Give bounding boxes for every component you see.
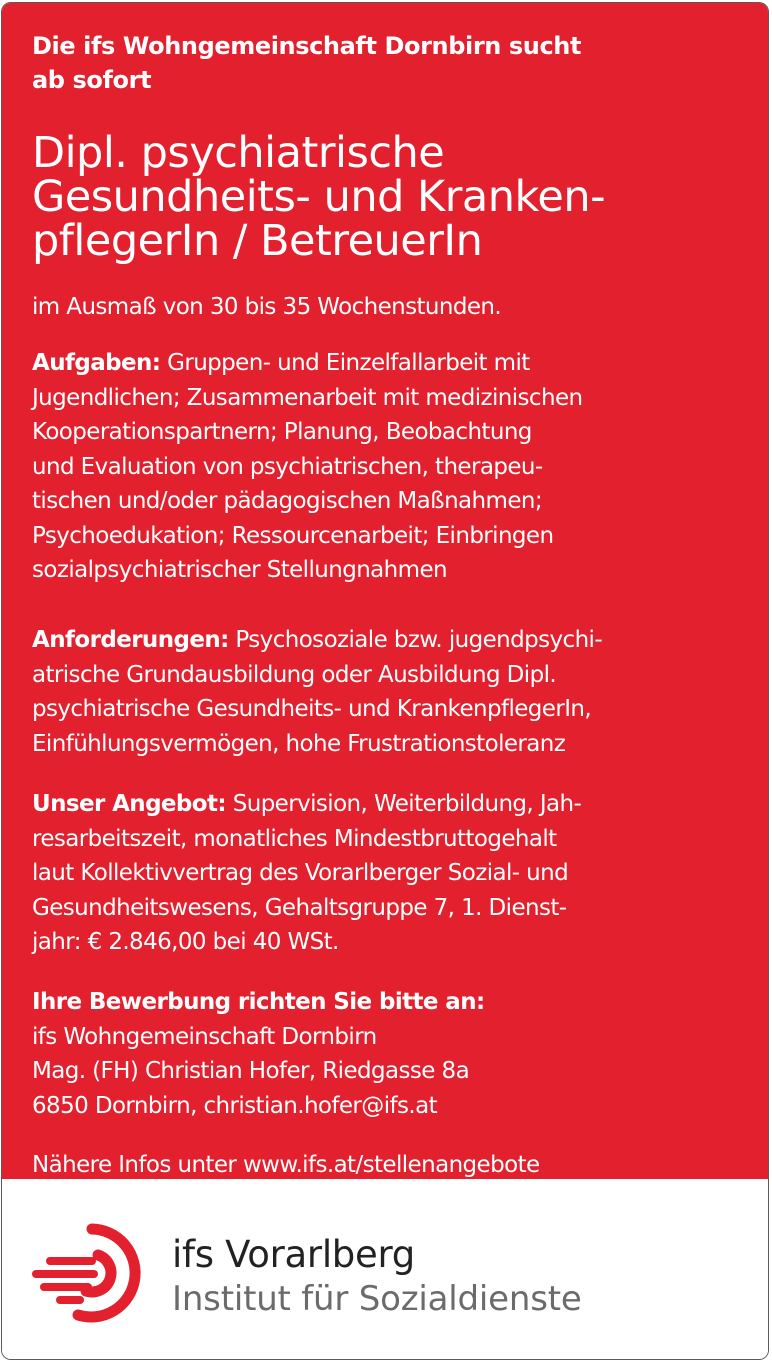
intro-line-2: ab sofort (32, 66, 152, 94)
working-hours-text: im Ausmaß von 30 bis 35 Wochenstunden. (32, 294, 502, 320)
tasks-line: und Evaluation von psychiatrischen, therapeu- (32, 453, 543, 480)
intro-text (32, 29, 732, 97)
requirements-section (32, 623, 752, 761)
offer-section (32, 787, 752, 960)
info-link[interactable]: Nähere Infos unter www.ifs.at/stellenangebote (32, 1152, 540, 1178)
working-hours (32, 290, 752, 325)
tasks-line: Psychoedukation; Ressourcenarbeit; Einbringen (32, 522, 554, 549)
brand-name: ifs Vorarlberg (172, 1233, 415, 1276)
offer-line: resarbeitszeit, monatliches Mindestbruttogehalt (32, 825, 557, 852)
application-contact: Mag. (FH) Christian Hofer, Riedgasse 8a (32, 1058, 470, 1084)
offer-line: laut Kollektivvertrag des Vorarlberger Sozial- und (32, 860, 569, 886)
tasks-line: Kooperationspartnern; Planung, Beobachtung (32, 419, 532, 445)
requirements-line (32, 623, 752, 658)
job-title-line-1: Dipl. psychiatrische (32, 128, 445, 178)
application-heading (32, 985, 752, 1020)
job-title (32, 128, 752, 266)
offer-text: Supervision, Weiterbildung, Jah- (226, 791, 582, 817)
requirements-line: Einfühlungsvermögen, hohe Frustrationstoleranz (32, 730, 566, 757)
job-title-line-2: Gesundheits- und Kranken- (32, 172, 606, 222)
logo-footer (2, 1179, 768, 1359)
requirements-line: atrische Grundausbildung oder Ausbildung Dipl. (32, 661, 557, 688)
job-advertisement (1, 2, 769, 1360)
tasks-line (32, 346, 752, 381)
tasks-section (32, 346, 752, 588)
info-section (32, 1148, 752, 1183)
intro-line-1: Die ifs Wohngemeinschaft Dornbirn sucht (32, 32, 582, 60)
requirements-text: Psychosoziale bzw. jugendpsychi- (228, 627, 603, 653)
application-address-email[interactable]: 6850 Dornbirn, christian.hofer@ifs.at (32, 1092, 437, 1119)
application-section (32, 985, 752, 1123)
job-title-line-3: pflegerIn / BetreuerIn (32, 216, 483, 266)
offer-line: Gesundheitswesens, Gehaltsgruppe 7, 1. Dienst- (32, 894, 567, 921)
tasks-line: tischen und/oder pädagogischen Maßnahmen; (32, 488, 542, 514)
tasks-line: sozialpsychiatrischer Stellungnahmen (32, 557, 447, 583)
application-recipient: ifs Wohngemeinschaft Dornbirn (32, 1023, 377, 1050)
tasks-line: Jugendlichen; Zusammenarbeit mit medizinischen (32, 384, 583, 411)
requirements-line: psychiatrische Gesundheits- und KrankenpflegerIn, (32, 696, 592, 722)
offer-line (32, 787, 752, 822)
ad-red-panel (2, 3, 768, 1179)
offer-label: Unser Angebot: (32, 791, 226, 817)
brand-subtitle: Institut für Sozialdienste (172, 1279, 582, 1319)
application-label: Ihre Bewerbung richten Sie bitte an: (32, 989, 485, 1015)
ifs-logo-icon (28, 1221, 160, 1325)
offer-line: jahr: € 2.846,00 bei 40 WSt. (32, 929, 339, 955)
requirements-label: Anforderungen: (32, 627, 229, 653)
tasks-text: Gruppen- und Einzelfallarbeit mit (160, 350, 530, 376)
tasks-label: Aufgaben: (32, 350, 161, 376)
